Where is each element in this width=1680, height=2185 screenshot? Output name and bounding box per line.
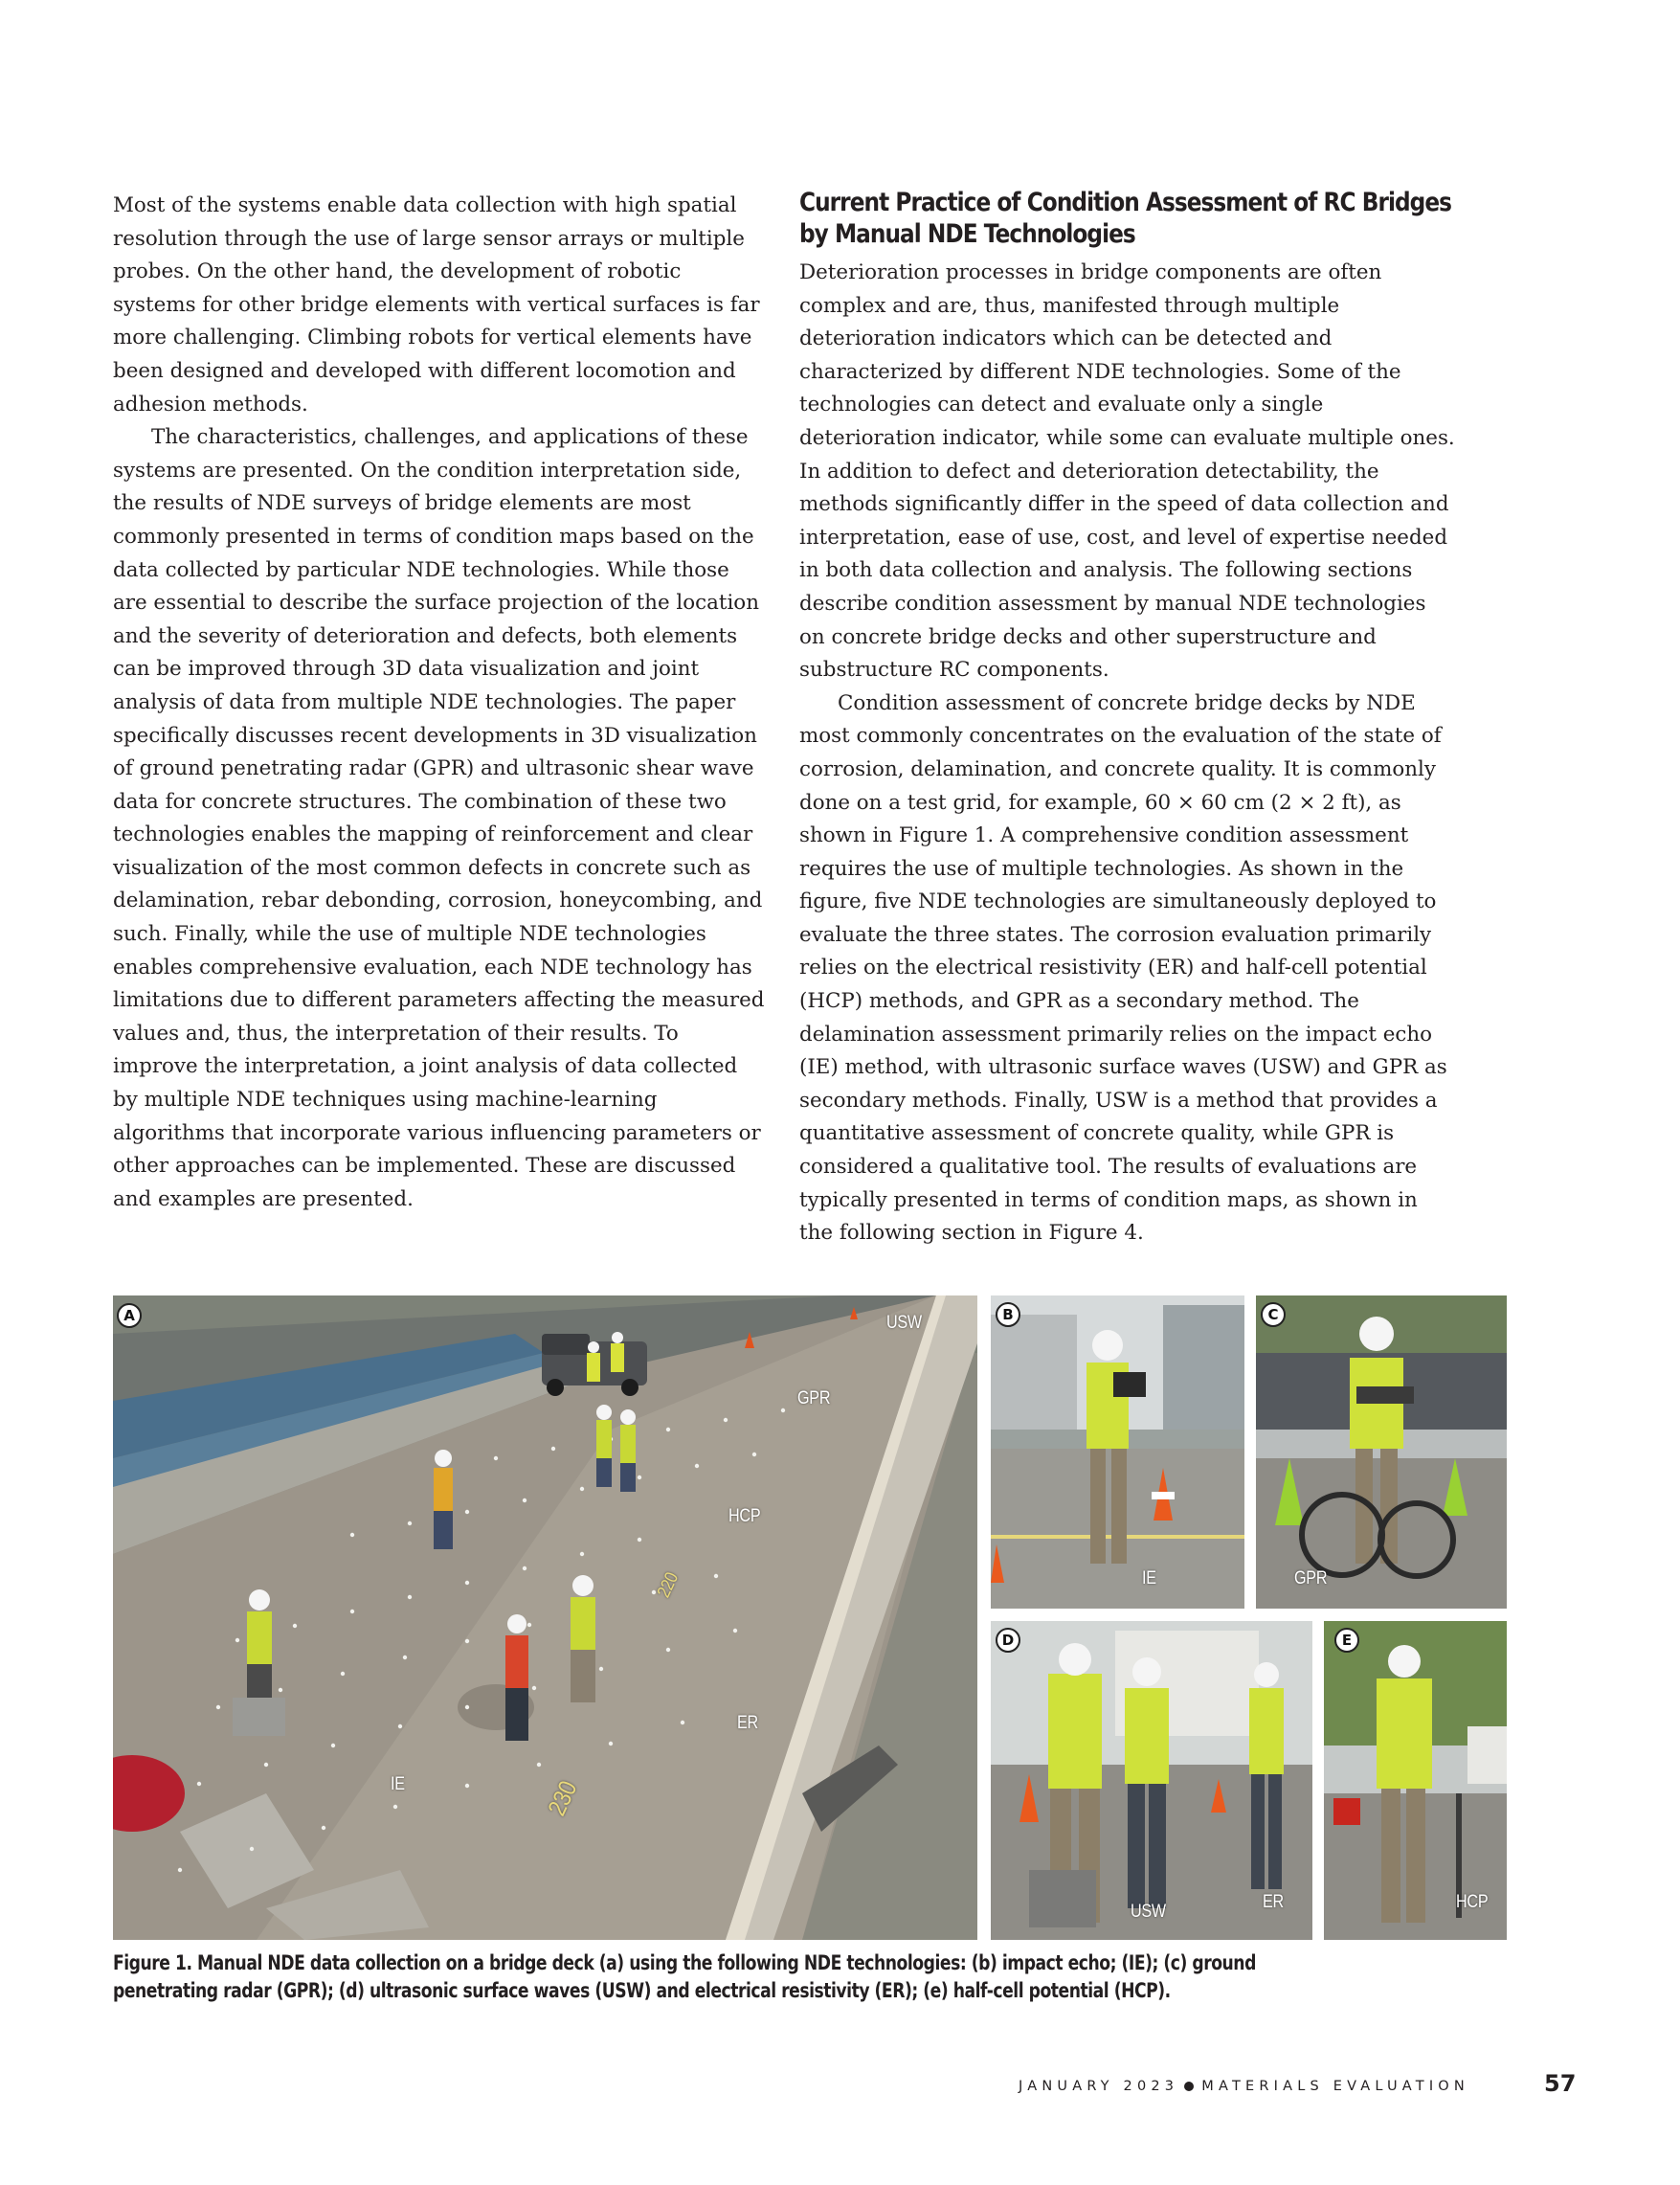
label-usw: USW [1131,1902,1166,1922]
panel-badge-d: D [996,1628,1020,1653]
body-paragraph: The characteristics, challenges, and applications of these systems are presented. On the condition interpretation side, the results of NDE surveys of bridge elements are most commonly presented in terms of condition maps based on the data collected by particular NDE technologies. While those are essential to describe the surface projection of the location and the severity of deterioration and defects, both elements can be improved through 3D data visualization and joint analysis of data from multiple NDE technologies. The paper specifically discusses recent developments in 3D visualization of ground penetrating radar (GPR) and ultrasonic shear wave data for concrete structures. The combination of these two technologies enables the mapping of reinforcement and clear visualization of the most common defects in concrete such as delamination, rebar debonding, corrosion, honeycombing, and such. Finally, while the use of multiple NDE technologies enables comprehensive evaluation, each NDE technology has limitations due to different parameters affecting the measured values and, thus, the interpretation of their results. To improve the interpretation, a joint analysis of data collected by multiple NDE techniques using machine-learning algorithms that incorporate various influencing parameters or other approaches can be implemented. These are discussed and examples are presented. [113,425,765,1211]
label-ie: IE [1142,1568,1156,1588]
photo-bridge-deck [113,1295,977,1940]
label-hcp: HCP [1456,1892,1489,1912]
panel-badge-b: B [996,1302,1020,1327]
deck-mark: 220 [654,1569,683,1601]
footer-bullet [1184,2082,1194,2091]
left-column [113,190,766,1216]
body-paragraph: Condition assessment of concrete bridge decks by NDE most commonly concentrates on the evaluation of the state of corrosion, delamination, and concrete quality. It is commonly done on a test grid, for example, 60 × 60 cm (2 × 2 ft), as shown in Figure 1. A comprehensive condition assessment requires the use of multiple technologies. As shown in the figure, five NDE technologies are simultaneously deployed to evaluate the three states. The corrosion evaluation primarily relies on the electrical resistivity (ER) and half-cell potential (HCP) methods, and GPR as a secondary method. The delamination assessment primarily relies on the impact echo (IE) method, with ultrasonic surface waves (USW) and GPR as secondary methods. Finally, USW is a method that provides a quantitative assessment of concrete quality, while GPR is considered a qualitative tool. The results of evaluations are typically presented in terms of condition maps, as shown in the following section in Figure 4. [799,690,1447,1246]
right-column [799,187,1456,1250]
label-usw: USW [886,1313,922,1333]
photo-usw-er [991,1621,1312,1940]
panel-badge-e: E [1334,1628,1359,1653]
deck-mark: 230 [542,1776,583,1820]
body-paragraph: Deterioration processes in bridge components are often complex and are, thus, manifested through multiple deterioration indicators which can be detected and characterized by different NDE technologies. Some of the technologies can detect and evaluate only a single deterioration indicator, while some can evaluate multiple ones. In addition to defect and deterioration detectability, the methods significantly differ in the speed of data collection and interpretation, ease of use, cost, and level of expertise needed in both data collection and analysis. The following sections describe condition assessment by manual NDE technologies on concrete bridge decks and other superstructure and substructure RC components. [799,260,1455,683]
label-hcp: HCP [728,1506,761,1526]
label-er: ER [737,1713,758,1733]
label-gpr: GPR [797,1388,831,1408]
running-footer [1019,2079,1469,2094]
label-gpr: GPR [1294,1568,1328,1588]
label-ie: IE [391,1774,405,1794]
label-er: ER [1263,1892,1284,1912]
page-number: 57 [1544,2070,1577,2097]
panel-badge-c: C [1261,1302,1286,1327]
footer-issue: JANUARY 2023 [1019,2079,1179,2094]
section-heading: Current Practice of Condition Assessment of RC Bridges by Manual NDE Technologies [799,188,1452,249]
photo-gpr [1256,1295,1507,1609]
footer-journal: MATERIALS EVALUATION [1201,2079,1469,2094]
photo-hcp [1324,1621,1507,1940]
panel-badge-a: A [117,1303,142,1328]
photo-impact-echo [991,1295,1244,1609]
figure-1 [113,1295,1507,1940]
body-paragraph: Most of the systems enable data collection with high spatial resolution through the use of large sensor arrays or multiple probes. On the other hand, the development of robotic systems for other bridge elements with vertical surfaces is far more challenging. Climbing robots for vertical elements have been designed and developed with different locomotion and adhesion methods. [113,193,760,417]
figure-caption: Figure 1. Manual NDE data collection on a bridge deck (a) using the following NDE technologies: (b) impact echo; (IE); (c) ground penetrating radar (GPR); (d) ultrasonic surface waves (USW) and electrical resistivity (ER); (e) half-cell potential (HCP). [113,1951,1256,2003]
